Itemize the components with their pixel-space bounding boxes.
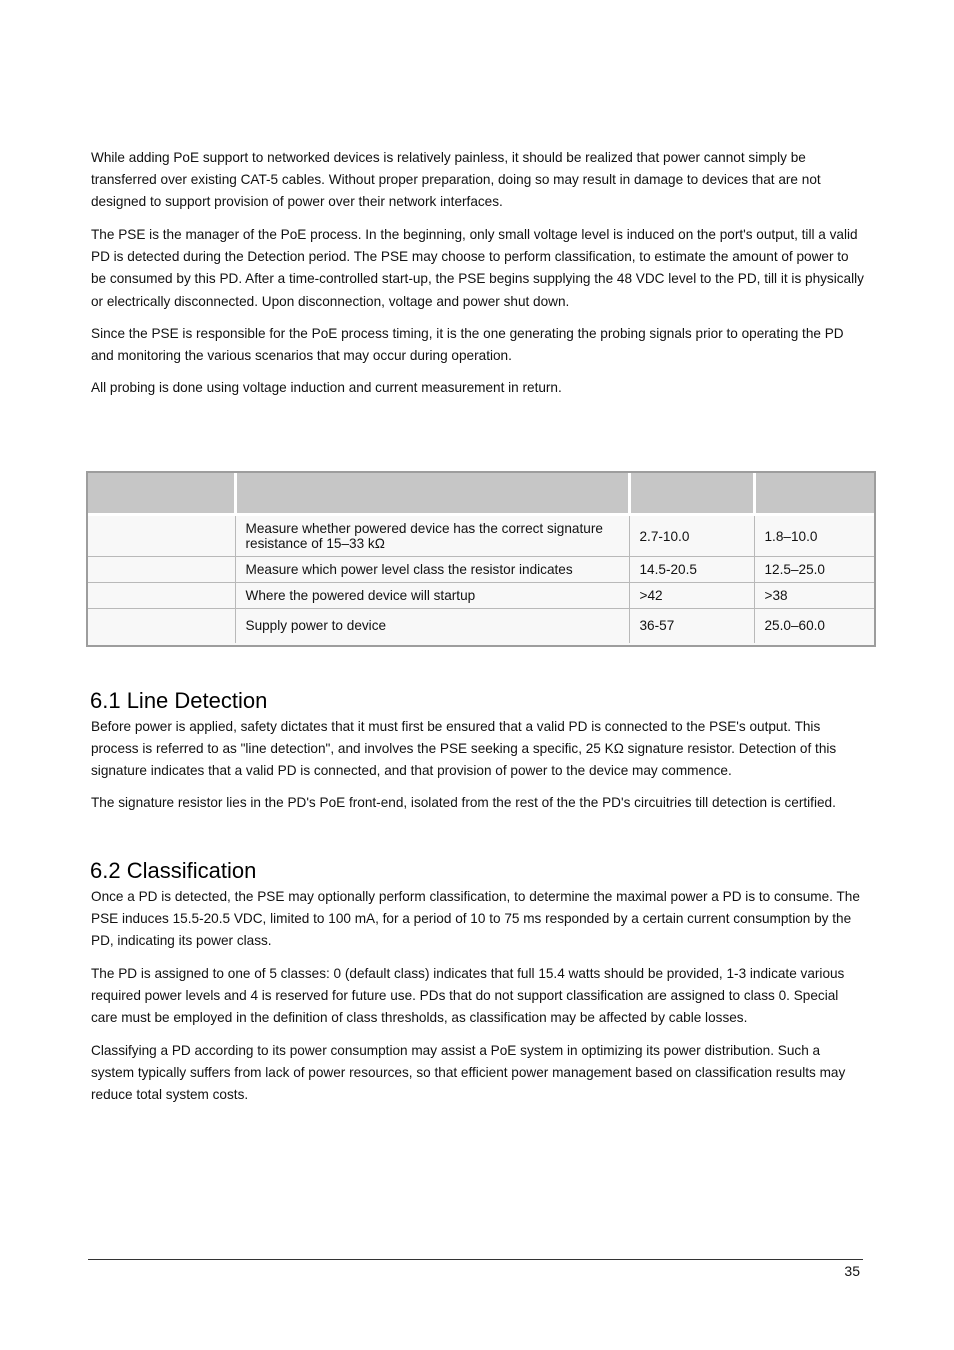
classification-paragraph-3: Classifying a PD according to its power consumption may assist a PoE system in optimizing its power distribution. Such a system typically suffers from lack of power resources, so that efficient power management based on classification results may reduce total system costs. [91,1043,846,1103]
intro-paragraph-3: Since the PSE is responsible for the PoE process timing, it is the one generating the probing signals prior to operating the PD and monitoring the various scenarios that may occur during operation. [91,326,844,364]
value-cell-1: 2.7-10.0 [629,515,754,557]
table-header-cell [235,473,629,515]
stage-cell [88,515,235,557]
footer-divider [88,1259,863,1260]
table-row [88,515,874,557]
value-cell-1: >42 [629,583,754,609]
intro-paragraph-2: The PSE is the manager of the PoE process. In the beginning, only small voltage level is induced on the port's output, till a valid PD is detected during the Detection period. The PSE may choose to perform classification, to estimate the amount of power to be consumed by this PD. After a time-controlled start-up, the PSE begins supplying the 48 VDC level to the PD, till it is physically or electrically disconnected. Upon disconnection, voltage and power shut down. [91,227,864,309]
intro-paragraph-1: While adding PoE support to networked devices is relatively painless, it should be realized that power cannot simply be transferred over existing CAT-5 cables. Without proper preparation, doing so may result in damage to devices that are not designed to support provision of power over their network interfaces. [91,150,821,210]
line-detection-paragraph-2: The signature resistor lies in the PD's PoE front-end, isolated from the rest of the the PD's circuitries till detection is certified. [91,795,836,810]
poe-stages-table [86,471,876,647]
table-row [88,583,874,609]
table-row [88,609,874,643]
stage-cell [88,557,235,583]
action-cell: Supply power to device [235,609,629,643]
value-cell-2: 25.0–60.0 [754,609,874,643]
line-detection-paragraph-1: Before power is applied, safety dictates that it must first be ensured that a valid PD is connected to the PSE's output. This process is referred to as "line detection", and involves the PSE seeking a specific, 25 KΩ signature resistor. Detection of this signature indicates that a valid PD is connected, and that provision of power to the device may commence. [91,719,837,779]
table-header-row [88,473,874,515]
table-header-cell [754,473,874,515]
value-cell-1: 36-57 [629,609,754,643]
action-cell: Where the powered device will startup [235,583,629,609]
page-number: 35 [844,1263,860,1279]
table-header-cell [88,473,235,515]
value-cell-2: 1.8–10.0 [754,515,874,557]
section-heading-classification: 6.2 Classification [90,858,257,883]
classification-paragraph-1: Once a PD is detected, the PSE may optionally perform classification, to determine the maximal power a PD is to consume. The PSE induces 15.5-20.5 VDC, limited to 100 mA, for a period of 10 to 75 ms responded by a certain current consumption by the PD, indicating its power class. [91,889,860,949]
action-cell: Measure whether powered device has the correct signature resistance of 15–33 kΩ [235,515,629,557]
table-row [88,557,874,583]
value-cell-2: >38 [754,583,874,609]
stage-cell [88,609,235,643]
action-cell: Measure which power level class the resistor indicates [235,557,629,583]
section-heading-line-detection: 6.1 Line Detection [90,688,268,713]
value-cell-1: 14.5-20.5 [629,557,754,583]
value-cell-2: 12.5–25.0 [754,557,874,583]
stage-cell [88,583,235,609]
classification-paragraph-2: The PD is assigned to one of 5 classes: 0 (default class) indicates that full 15.4 watts should be provided, 1-3 indicate various required power levels and 4 is reserved for future use. PDs that do not support classification are assigned to class 0. Special care must be employed in the definition of class thresholds, as classification may be affected by cable losses. [91,966,845,1026]
intro-paragraph-4: All probing is done using voltage induction and current measurement in return. [91,380,562,395]
table-header-cell [629,473,754,515]
